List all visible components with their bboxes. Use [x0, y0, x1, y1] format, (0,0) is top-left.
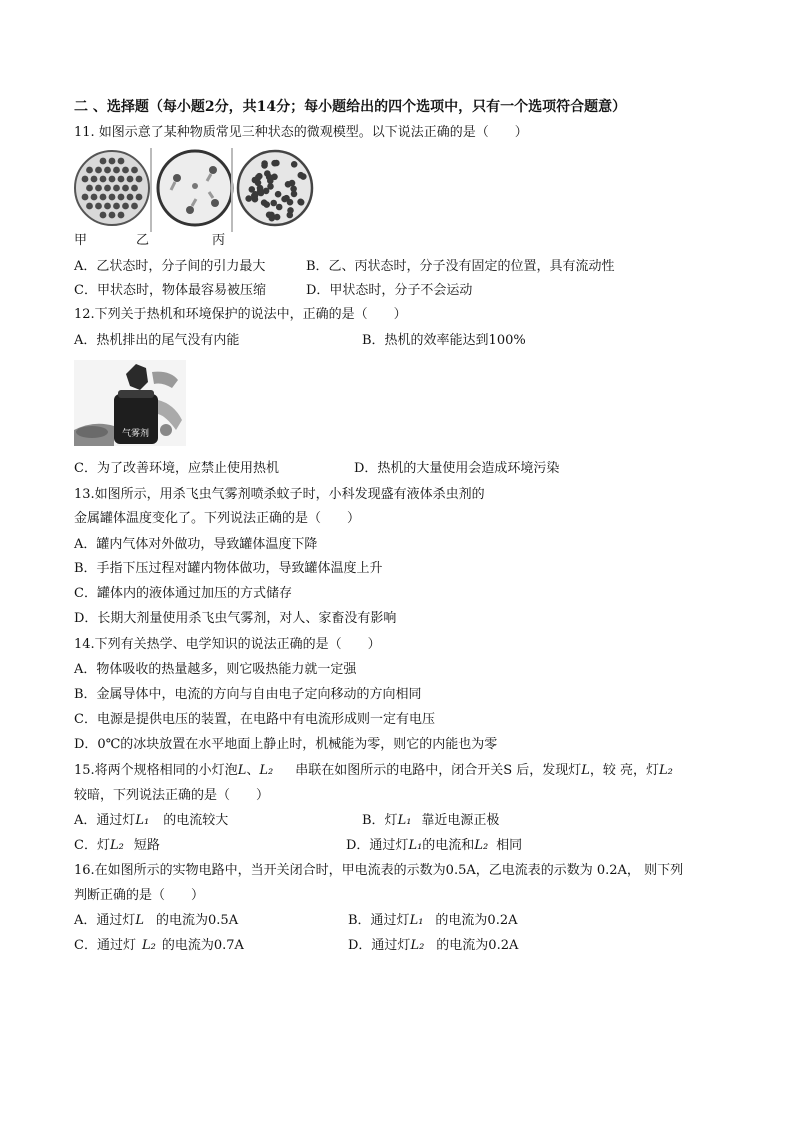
liquid-particle — [245, 195, 252, 202]
q11-option-a: A．乙状态时，分子间的引力最大 — [74, 259, 266, 274]
q16-option-d: D．通过灯L₂ 的电流为0.2A — [348, 938, 519, 953]
liquid-particle — [289, 180, 296, 187]
liquid-particle — [290, 186, 297, 193]
q15-option-c: C．灯L₂ 短路 — [74, 838, 160, 853]
solid-particle — [95, 203, 102, 210]
solid-particle — [118, 176, 125, 183]
liquid-particle — [270, 200, 277, 207]
liquid-particle — [269, 215, 276, 222]
q16-option-a: A．通过灯L 的电流为0.5A — [74, 913, 239, 928]
solid-particle — [109, 158, 116, 165]
solid-particle — [127, 194, 134, 201]
q14-option-a: A．物体吸收的热量越多，则它吸热能力就一定强 — [74, 662, 357, 677]
solid-particle — [91, 176, 98, 183]
q11-option-d: D．甲状态时，分子不会运动 — [306, 283, 473, 298]
liquid-particle — [261, 160, 268, 167]
solid-particle — [127, 176, 134, 183]
liquid-particle — [271, 160, 278, 167]
solid-particle — [131, 203, 138, 210]
q14-stem: 14.下列有关热学、电学知识的说法正确的是（ ） — [74, 637, 381, 652]
solid-particle — [104, 203, 111, 210]
q11-figure-gas — [155, 148, 235, 228]
var-l2: L₂ — [659, 763, 673, 778]
q12-stem: 12.下列关于热机和环境保护的说法中，正确的是（ ） — [74, 307, 407, 322]
liquid-particle — [298, 172, 305, 179]
solid-particle — [113, 203, 120, 210]
q16-option-b: B．通过灯L₁ 的电流为0.2A — [348, 913, 518, 928]
q14-option-c: C．电源是提供电压的装置，在电路中有电流形成则一定有电压 — [74, 712, 435, 727]
q11-label-yi: 乙 — [136, 233, 150, 248]
solid-particle — [122, 185, 129, 192]
liquid-particle — [287, 207, 294, 214]
solid-particle — [100, 158, 107, 165]
liquid-particle — [291, 161, 298, 168]
solid-particle — [86, 167, 93, 174]
liquid-particle — [276, 204, 283, 211]
solid-particle — [136, 194, 143, 201]
q12-option-d: D．热机的大量使用会造成环境污染 — [354, 461, 560, 476]
solid-particle — [118, 158, 125, 165]
q12-option-a: A．热机排出的尾气没有内能 — [74, 333, 240, 348]
solid-particle — [109, 176, 116, 183]
solid-particle — [113, 185, 120, 192]
q11-figure-liquid — [235, 148, 315, 228]
liquid-particle — [275, 191, 282, 198]
solid-particle — [86, 185, 93, 192]
solid-particle — [82, 176, 89, 183]
section-header: 二 、选择题（每小题2分，共14分；每小题给出的四个选项中，只有一个选项符合题意） — [74, 99, 627, 115]
liquid-particle — [271, 174, 278, 181]
liquid-particle — [263, 201, 270, 208]
q16-stem-line1: 16.在如图所示的实物电路中，当开关闭合时，甲电流表的示数为0.5A，乙电流表的示数为 0.2A， 则下列 — [74, 863, 684, 878]
q14-option-d: D．0℃的冰块放置在水平地面上静止时，机械能为零，则它的内能也为零 — [74, 737, 498, 752]
liquid-particle — [298, 199, 305, 206]
solid-particle — [82, 194, 89, 201]
q13-stem-line2: 金属罐体温度变化了。下列说法正确的是（ ） — [74, 511, 361, 526]
liquid-particle — [267, 183, 274, 190]
solid-particle — [104, 167, 111, 174]
q16-stem-line2: 判断正确的是（ ） — [74, 888, 205, 903]
solid-particle — [91, 194, 98, 201]
q15-stem-line1: 15.将两个规格相同的小灯泡L、L₂ 串联在如图所示的电路中，闭合开关S 后，发现灯L，较 亮，灯L₂ — [74, 763, 673, 778]
q12-option-b: B．热机的效率能达到100% — [362, 333, 526, 348]
q11-stem: 11. 如图示意了某种物质常见三种状态的微观模型。以下说法正确的是（ ） — [74, 125, 528, 140]
q12-option-c: C．为了改善环境，应禁止使用热机 — [74, 461, 279, 476]
liquid-particle — [255, 180, 262, 187]
q11-divider — [231, 148, 233, 232]
q13-option-a: A．罐内气体对外做功，导致罐体温度下降 — [74, 537, 318, 552]
solid-particle — [122, 167, 129, 174]
solid-particle — [118, 212, 125, 219]
var-l2: L₂ — [259, 763, 274, 778]
q13-option-d: D．长期大剂量使用杀飞虫气雾剂，对人、家畜没有影响 — [74, 611, 397, 626]
q11-figure-solid — [72, 148, 152, 228]
q13-option-c: C．罐体内的液体通过加压的方式储存 — [74, 586, 292, 601]
q16-option-c: C．通过灯 L₂ 的电流为0.7A — [74, 938, 244, 953]
liquid-particle — [256, 173, 263, 180]
q11-option-b: B．乙、丙状态时，分子没有固定的位置，具有流动性 — [306, 259, 615, 274]
solid-particle — [95, 167, 102, 174]
solid-particle — [113, 167, 120, 174]
liquid-particle — [252, 191, 259, 198]
solid-particle — [100, 176, 107, 183]
solid-particle — [100, 194, 107, 201]
q13-photo-spray-can — [74, 360, 186, 446]
spray-can-label: 气雾剂 — [122, 429, 150, 439]
q11-label-jia: 甲 — [74, 233, 88, 248]
solid-particle — [109, 212, 116, 219]
solid-particle — [122, 203, 129, 210]
solid-particle — [131, 167, 138, 174]
q15-option-d: D．通过灯L₁的电流和L₂ 相同 — [346, 838, 523, 853]
q13-option-b: B．手指下压过程对罐内物体做功，导致罐体温度上升 — [74, 561, 383, 576]
solid-particle — [104, 185, 111, 192]
q15-option-b: B．灯L₁ 靠近电源正极 — [362, 813, 500, 828]
q13-stem-line1: 13.如图所示，用杀飞虫气雾剂喷杀蚊子时，小科发现盛有液体杀虫剂的 — [74, 487, 485, 502]
solid-particle — [95, 185, 102, 192]
solid-particle — [131, 185, 138, 192]
q11-label-bing: 丙 — [212, 233, 226, 248]
var-l: L — [581, 763, 590, 778]
q14-option-b: B．金属导体中，电流的方向与自由电子定向移动的方向相同 — [74, 687, 422, 702]
solid-particle — [86, 203, 93, 210]
q15-stem-line2: 较暗，下列说法正确的是（ ） — [74, 788, 270, 803]
solid-particle — [136, 176, 143, 183]
q11-divider — [150, 148, 152, 232]
var-l1: L — [237, 763, 247, 778]
liquid-particle — [281, 196, 288, 203]
solid-particle — [118, 194, 125, 201]
solid-particle — [100, 212, 107, 219]
q15-option-a: A．通过灯L₁ 的电流较大 — [74, 813, 229, 828]
liquid-particle — [264, 170, 271, 177]
q11-option-c: C．甲状态时，物体最容易被压缩 — [74, 283, 266, 298]
solid-particle — [109, 194, 116, 201]
